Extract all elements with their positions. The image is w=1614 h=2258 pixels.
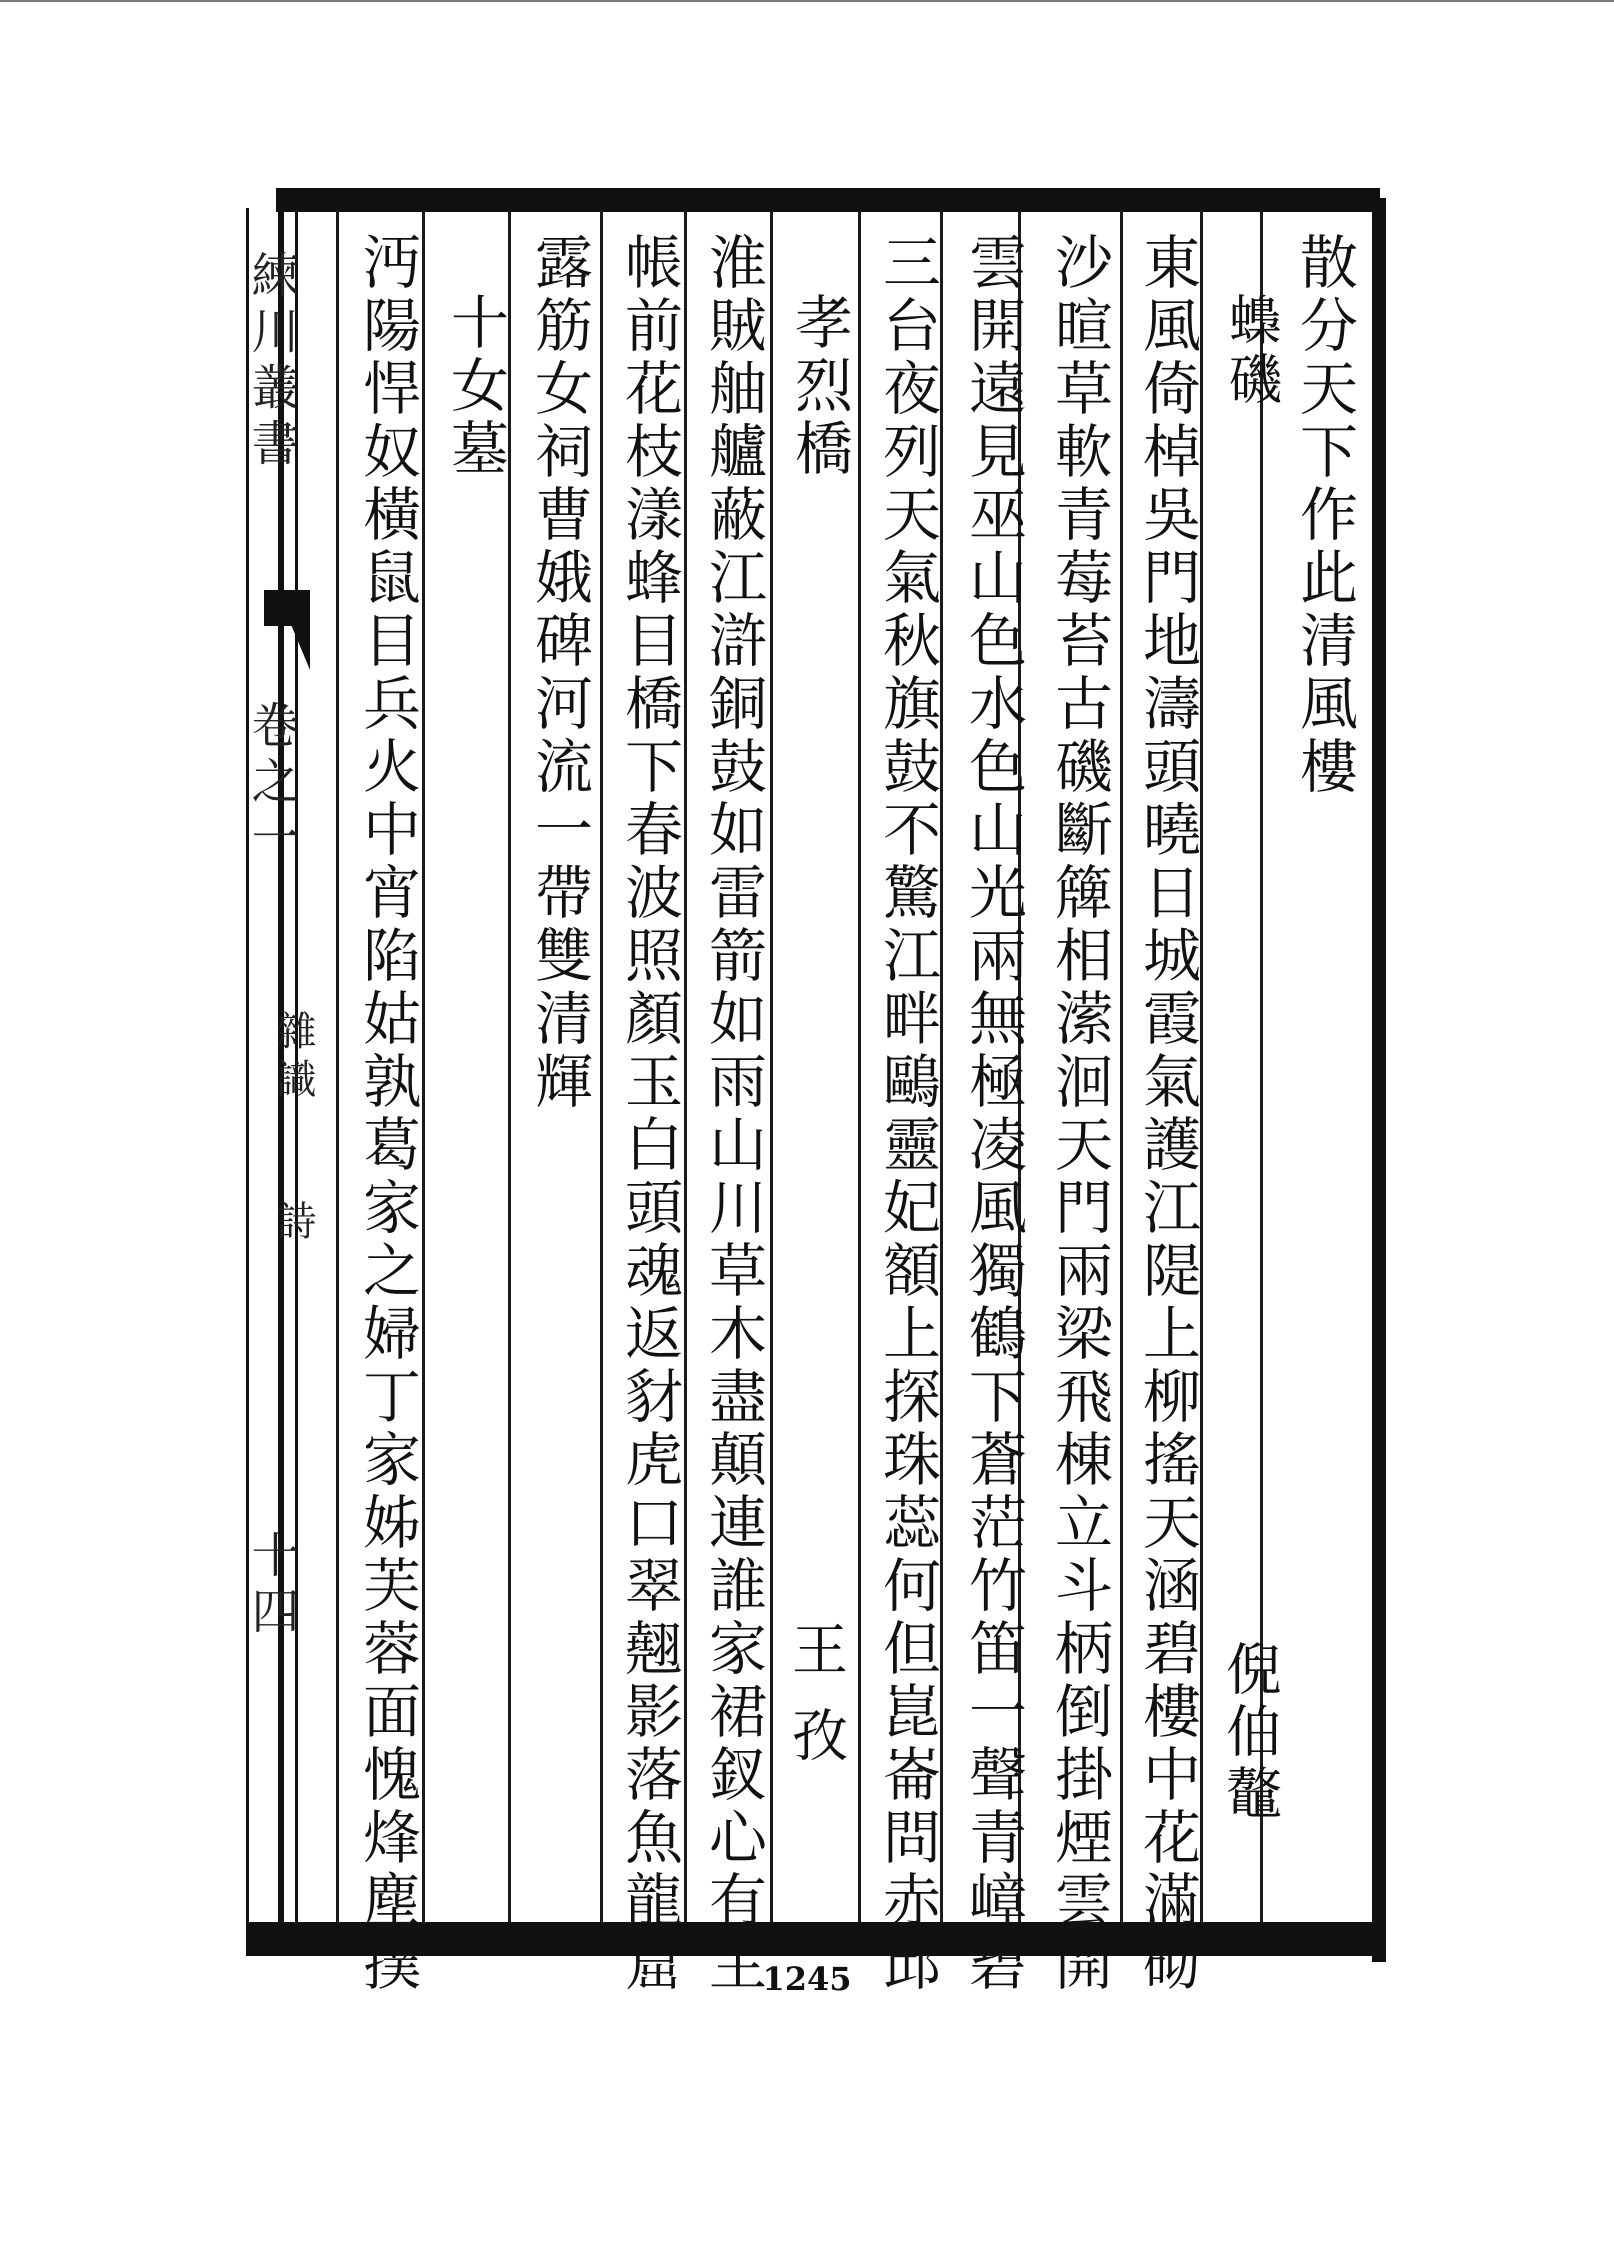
page-number: 1245: [762, 1960, 852, 1998]
poem-line: 帳前花枝漾蜂目橋下春波照顏玉白頭魂返豺虎口翠翹影落魚龍窟: [615, 232, 683, 1996]
margin-category: 雜識: [270, 1010, 316, 1106]
scan-top-edge: [0, 0, 1614, 2]
column-rule: [1120, 210, 1123, 1922]
poem-line: 東風倚棹吳門地濤頭曉日城霞氣護江隄上柳搖天涵碧樓中花滿砌: [1133, 232, 1201, 1996]
poem-line: 雲開遠見巫山色水色山光兩無極凌風獨鶴下蒼茫竹笛一聲青嶂碧: [959, 232, 1027, 1996]
poem-title-ten-women-tomb: 十女墓: [441, 292, 509, 481]
margin-book-title: 練川叢書: [243, 250, 299, 474]
author-wang-zi: 王孜: [783, 1620, 848, 1792]
column-rule: [336, 210, 339, 1922]
poem-line: 淮賊舳艫蔽江滸銅鼓如雷箭如雨山川草木盡顛連誰家裙釵心有主: [699, 232, 767, 1996]
column-rule: [858, 210, 861, 1922]
column-1-title-line: 散分天下作此清風樓: [1290, 232, 1358, 799]
margin-section: 卷之一: [243, 700, 299, 868]
poem-line: 沙暄草軟青莓苔古磯斷簰相潆洄天門兩梁飛棟立斗柄倒掛煙雲開: [1045, 232, 1113, 1996]
frame-right-border: [1372, 198, 1386, 1962]
margin-subcategory: 詩: [270, 1200, 316, 1248]
poem-title-xiaolie-bridge: 孝烈橋: [785, 292, 853, 481]
poem-title-jiaoji: 蟂磯: [1220, 292, 1283, 410]
author-ni-bo-ao: 倪伯鼇: [1217, 1640, 1282, 1826]
poem-line: 露筋女祠曹娥碑河流一帶雙清輝: [525, 232, 593, 1114]
poem-line: 三台夜列天氣秋旗鼓不驚江畔鷗靈妃額上探珠蕊何但崑崙問赤邱: [873, 232, 941, 1996]
poem-line: 沔陽悍奴橫鼠目兵火中宵陷姑孰葛家之婦丁家姊芙蓉面愧烽塵撲: [353, 232, 421, 1996]
column-rule: [600, 210, 603, 1922]
margin-leaf-number: 十四: [243, 1530, 299, 1642]
